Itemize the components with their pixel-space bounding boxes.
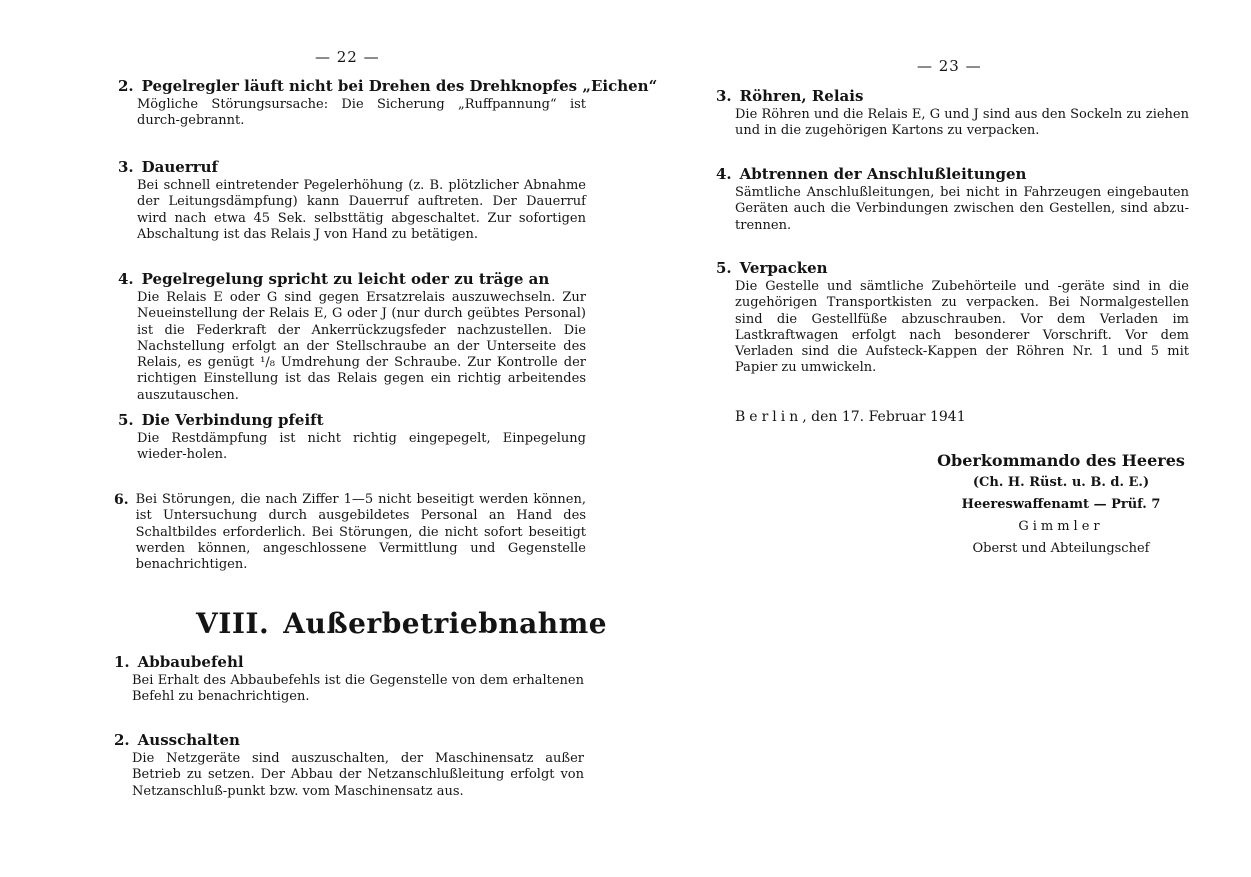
item-heading: 2. Ausschalten [114, 731, 240, 749]
item-heading: 4. Abtrennen der Anschlußleitungen [716, 165, 1027, 183]
signature-department: (Ch. H. Rüst. u. B. d. E.) [972, 475, 1150, 490]
item-text: Die Röhren und die Relais E, G und J sind aus den Sockeln zu ziehen und in die zugehörigen Kartons zu verpacken. [735, 107, 1189, 139]
item-heading: 1. Abbaubefehl [114, 653, 244, 671]
list-item [114, 491, 586, 573]
list-item [716, 258, 1189, 377]
list-item [716, 164, 1189, 234]
chapter-heading: VIII. Außerbetriebnahme [196, 607, 608, 640]
item-text: Die Restdämpfung ist nicht richtig eingepegelt, Einpegelung wieder-holen. [137, 431, 586, 463]
item-heading: 3. Röhren, Relais [716, 87, 864, 105]
list-item [114, 730, 584, 800]
item-text: Bei Erhalt des Abbaubefehls ist die Gegenstelle von dem erhaltenen Befehl zu benachrichtigen. [132, 673, 584, 705]
list-item [118, 76, 658, 130]
list-item [118, 269, 586, 404]
item-heading: 3. Dauerruf [118, 158, 219, 176]
item-text: Die Netzgeräte sind auszuschalten, der Maschinensatz außer Betrieb zu setzen. Der Abbau der Netzanschlußleitung erfolgt von Netzanschluß-punkt bzw. vom Maschinensatz aus. [132, 751, 584, 799]
item-text: Mögliche Störungsursache: Die Sicherung „Ruffpannung“ ist durch-gebrannt. [137, 97, 586, 129]
right-page [626, 0, 1251, 877]
item-text: 6. Bei Störungen, die nach Ziffer 1—5 nicht beseitigt werden können, ist Untersuchung durch ausgebildetes Personal an Hand des Schaltbildes erforderlich. Bei Störungen, die nicht sofort beseitigt werden können, angeschlossene Vermittlung und Gegenstelle benachrichtigen. [114, 492, 586, 573]
list-item [118, 157, 586, 243]
signature-rank: Oberst und Abteilungschef [972, 541, 1150, 556]
item-text: Die Gestelle und sämtliche Zubehörteile und -geräte sind in die zugehörigen Transportkisten zu verpacken. Bei Normalgestellen sind die Gestellfüße abzuschrauben. Vor dem Verladen im Lastkraftwagen erfolgt nach besonderer Vorschrift. Vor dem Verladen sind die Aufsteck-Kappen der Röhren Nr. 1 und 5 mit Papier zu umwickeln. [735, 279, 1189, 376]
place-date: Berlin, den 17. Februar 1941 [735, 409, 966, 425]
signature-office: Heereswaffenamt — Prüf. 7 [961, 497, 1161, 512]
item-heading: 5. Verpacken [716, 259, 828, 277]
item-heading: 2. Pegelregler läuft nicht bei Drehen des Drehknopfes „Eichen“ [118, 77, 658, 95]
item-text: Die Relais E oder G sind gegen Ersatzrelais auszuwechseln. Zur Neueinstellung der Relais E, G oder J (nur durch geübtes Personal) ist die Federkraft der Ankerrückzugsfeder nachzustellen. Die Nachstellung erfolgt an der Stellschraube an der Unterseite des Relais, es genügt ¹/₈ Umdrehung der Schraube. Zur Kontrolle der richtigen Einstellung ist das Relais gegen ein richtig arbeitendes auszutauschen. [137, 290, 586, 403]
signature-name: Gimmler [1018, 519, 1104, 534]
item-text: Sämtliche Anschlußleitungen, bei nicht in Fahrzeugen eingebauten Geräten auch die Verbindungen zwischen den Gestellen, sind abzu-trennen. [735, 185, 1189, 233]
list-item [716, 86, 1189, 140]
signature-authority: Oberkommando des Heeres [937, 451, 1185, 470]
item-heading: 5. Die Verbindung pfeift [118, 411, 324, 429]
signature-block [926, 450, 1196, 560]
page-number: — 23 — [917, 57, 982, 75]
page-number: — 22 — [315, 48, 380, 66]
list-item [118, 410, 586, 464]
list-item [114, 652, 584, 706]
item-text: Bei schnell eintretender Pegelerhöhung (z. B. plötzlicher Abnahme der Leitungsdämpfung) kann Dauerruf auftreten. Der Dauerruf wird nach etwa 45 Sek. selbsttätig abgeschaltet. Zur sofortigen Abschaltung ist das Relais J von Hand zu betätigen. [137, 178, 586, 242]
item-heading: 4. Pegelregelung spricht zu leicht oder zu träge an [118, 270, 550, 288]
